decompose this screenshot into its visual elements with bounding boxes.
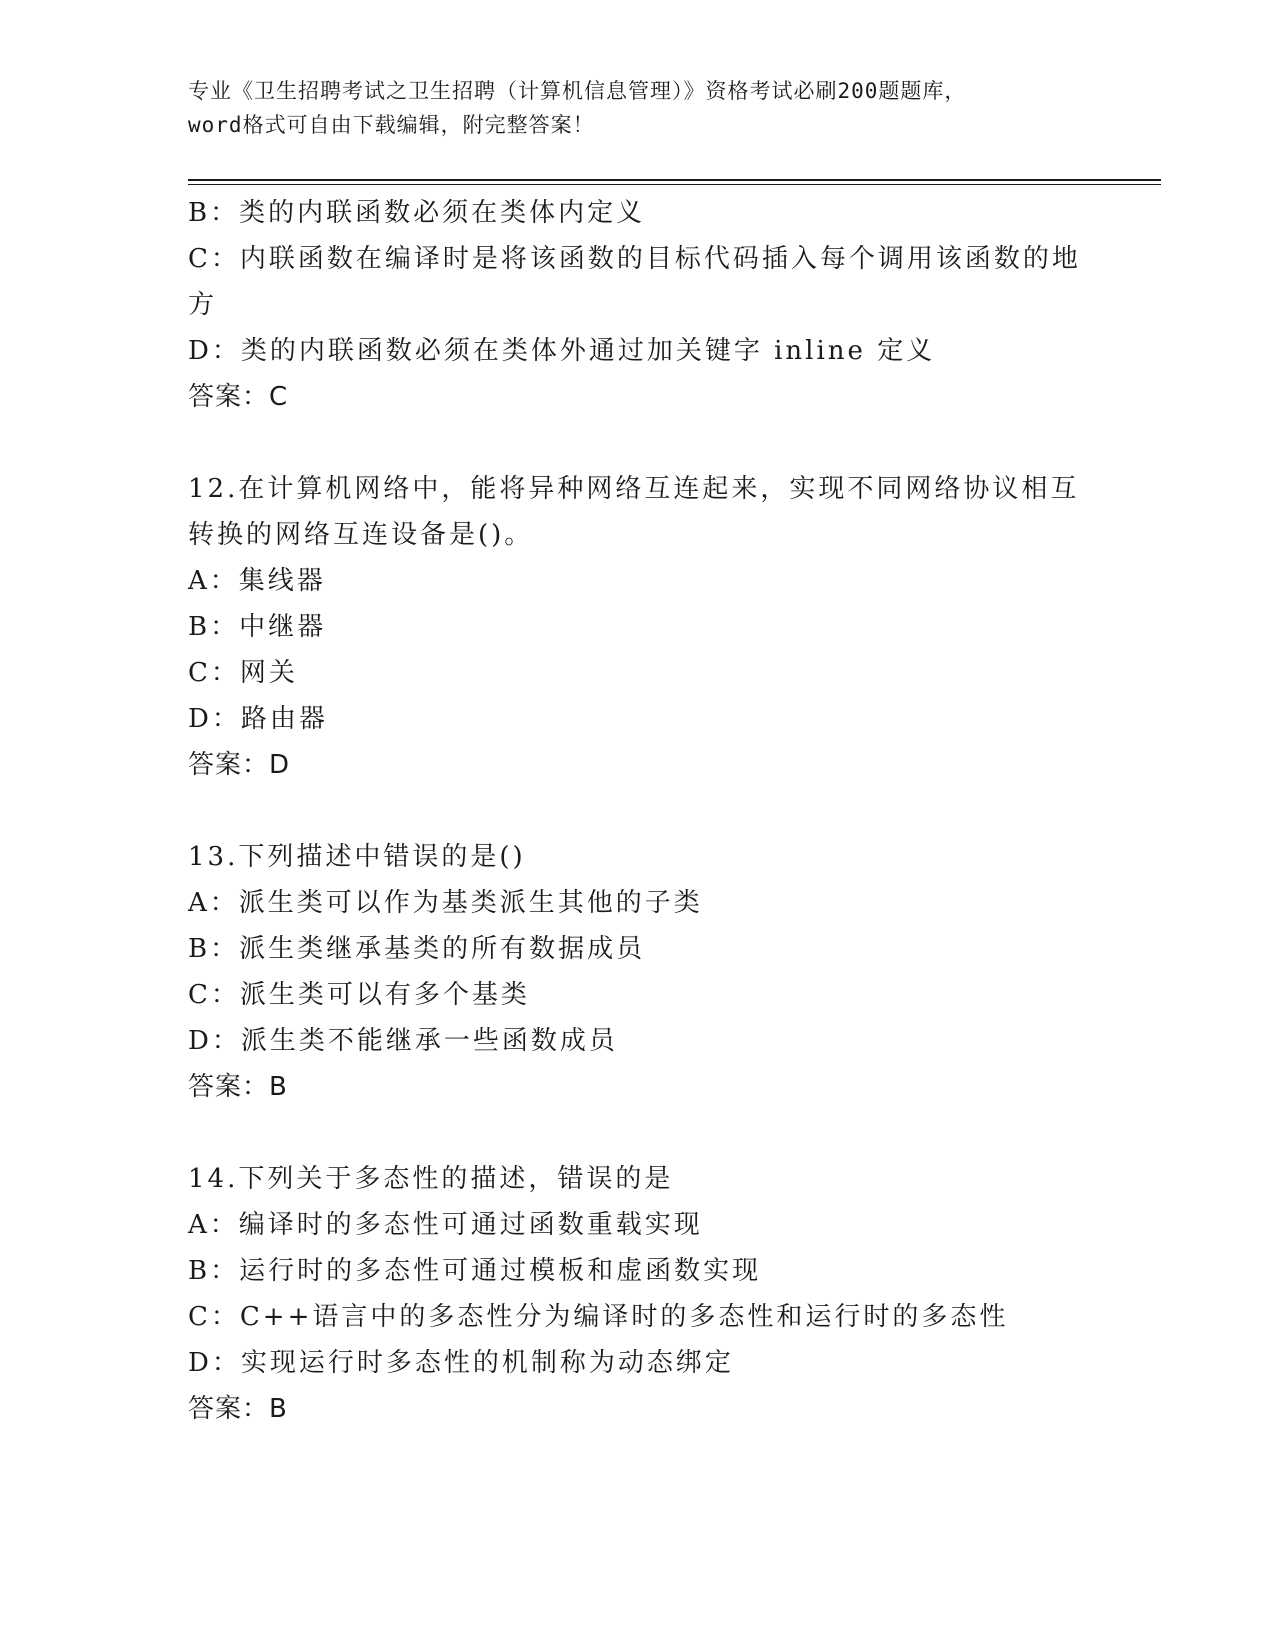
option-b: B：运行时的多态性可通过模板和虚函数实现 <box>188 1256 762 1286</box>
option-c: C：派生类可以有多个基类 <box>188 980 530 1010</box>
question-block-13 <box>188 834 1088 1110</box>
option-d: D：派生类不能继承一些函数成员 <box>188 1026 618 1056</box>
option-c-continued: 方 <box>188 290 218 320</box>
spacer <box>188 788 1088 834</box>
option-b: B：中继器 <box>188 612 327 642</box>
option-a: A：编译时的多态性可通过函数重载实现 <box>188 1210 703 1240</box>
option-c: C：网关 <box>188 658 298 688</box>
question-stem: 12.在计算机网络中，能将异种网络互连起来，实现不同网络协议相互 <box>188 474 1080 504</box>
answer-line: 答案：B <box>188 1072 288 1102</box>
option-d: D：路由器 <box>188 704 328 734</box>
document-header <box>188 74 1088 142</box>
question-stem: 13.下列描述中错误的是() <box>188 842 526 872</box>
answer-line: 答案：C <box>188 382 289 412</box>
answer-line: 答案：D <box>188 750 291 780</box>
spacer <box>188 1110 1088 1156</box>
option-b: B：类的内联函数必须在类体内定义 <box>188 198 646 228</box>
option-c: C：C++语言中的多态性分为编译时的多态性和运行时的多态性 <box>188 1302 1009 1332</box>
question-block-prev <box>188 190 1088 420</box>
question-list <box>188 190 1088 1432</box>
option-b: B：派生类继承基类的所有数据成员 <box>188 934 646 964</box>
header-line-2: word格式可自由下载编辑，附完整答案！ <box>188 113 595 137</box>
header-divider-thin <box>188 184 1161 185</box>
option-a: A：集线器 <box>188 566 326 596</box>
option-d: D：类的内联函数必须在类体外通过加关键字 inline 定义 <box>188 336 936 366</box>
option-a: A：派生类可以作为基类派生其他的子类 <box>188 888 703 918</box>
spacer <box>188 420 1088 466</box>
header-line-1: 专业《卫生招聘考试之卫生招聘（计算机信息管理）》资格考试必刷200题题库， <box>188 79 967 103</box>
option-c: C：内联函数在编译时是将该函数的目标代码插入每个调用该函数的地 <box>188 244 1081 274</box>
question-block-14 <box>188 1156 1088 1432</box>
option-d: D：实现运行时多态性的机制称为动态绑定 <box>188 1348 734 1378</box>
question-block-12 <box>188 466 1088 788</box>
question-stem-continued: 转换的网络互连设备是()。 <box>188 520 534 550</box>
header-divider-thick <box>188 179 1161 181</box>
question-stem: 14.下列关于多态性的描述，错误的是 <box>188 1164 674 1194</box>
answer-line: 答案：B <box>188 1394 288 1424</box>
